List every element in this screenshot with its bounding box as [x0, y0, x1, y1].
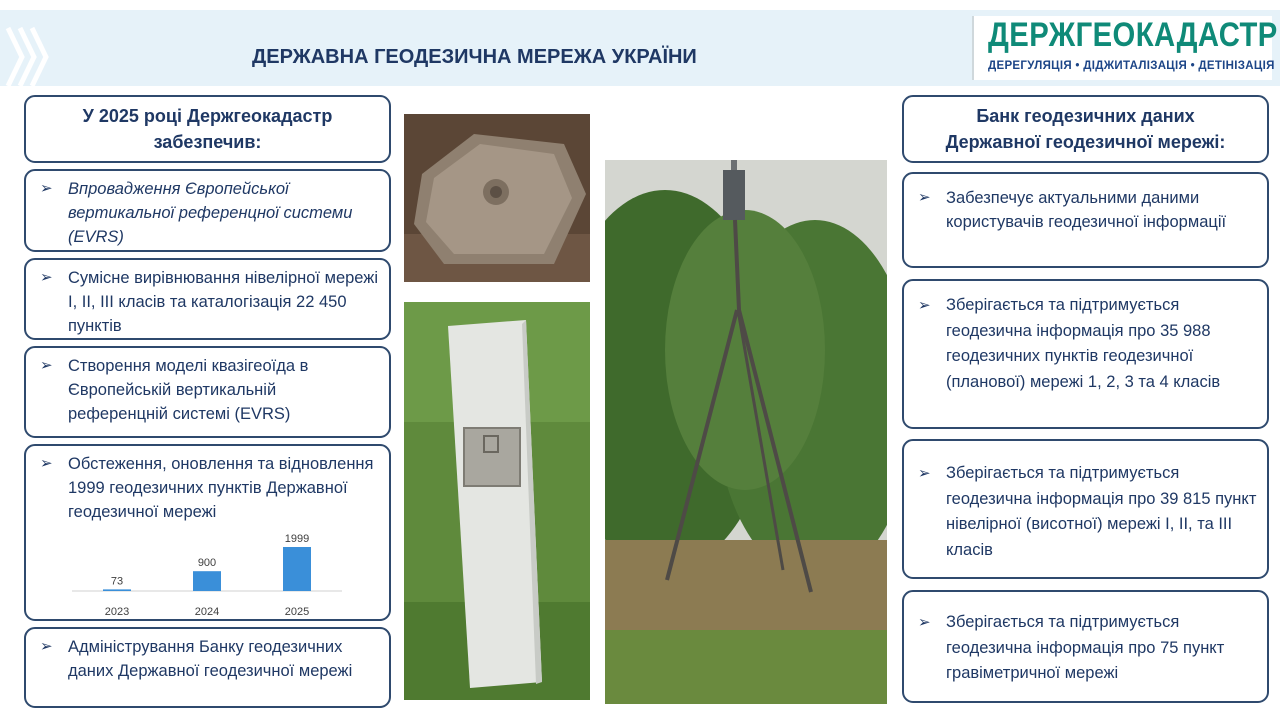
bullet-arrow-icon: ➢ [40, 357, 53, 374]
logo-name: ДЕРЖГЕОКАДАСТР [988, 16, 1278, 54]
right-item-users [902, 172, 1269, 268]
right-heading-box [902, 95, 1269, 163]
right-item-levelling-network [902, 439, 1269, 579]
chart-category-label-2023: 2023 [104, 606, 130, 618]
photo-concrete-marker [404, 302, 590, 700]
left-heading-box [24, 95, 391, 163]
right-heading-line2: Державної геодезичної мережі: [945, 132, 1226, 152]
list-item: ➢ Забезпечує актуальними даними користувачів геодезичної інформації [904, 174, 1267, 234]
chart-bar-2024 [193, 571, 221, 591]
right-item-gravimetric-network [902, 590, 1269, 703]
left-item-evrs [24, 169, 391, 252]
left-item-quasigeoid [24, 346, 391, 438]
photo-benchmark-stone [404, 114, 590, 282]
bullet-arrow-icon: ➢ [40, 180, 53, 197]
bullet-arrow-icon: ➢ [40, 638, 53, 655]
left-heading-line1: У 2025 році Держгеокадастр [82, 106, 333, 126]
left-heading-line2: забезпечив: [153, 132, 262, 152]
list-item: ➢ Адміністрування Банку геодезичних даних Державної геодезичної мережі [26, 629, 389, 683]
chart-bar-2025 [283, 547, 311, 591]
chart-bar-2023 [103, 589, 131, 591]
list-item: ➢ Впровадження Європейської вертикальної референцної системи (EVRS) [26, 171, 389, 249]
list-item: ➢ Зберігається та підтримується геодезична інформація про 75 пункт гравіметричної мережі [904, 592, 1267, 687]
list-item: ➢ Створення моделі квазігеоїда в Європейській вертикальній референцній системі (EVRS) [26, 348, 389, 426]
bullet-arrow-icon: ➢ [918, 189, 931, 206]
chart-value-label-2023: 73 [110, 575, 124, 588]
chart-value-label-2025: 1999 [284, 533, 310, 545]
logo-slogan: ДЕРЕГУЛЯЦІЯ • ДІДЖИТАЛІЗАЦІЯ • ДЕТІНІЗАЦІЯ [988, 60, 1275, 72]
bullet-arrow-icon: ➢ [918, 465, 931, 482]
list-item: ➢ Обстеження, оновлення та відновлення 1999 геодезичних пунктів Державної геодезичної мережі [26, 446, 389, 524]
left-item-adjustment [24, 258, 391, 340]
list-item: ➢ Сумісне вирівнювання нівелірної мережі І, ІІ, ІІІ класів та каталогізація 22 450 пунктів [26, 260, 389, 338]
list-item: ➢ Зберігається та підтримується геодезична інформація про 35 988 геодезичних пунктів геодезичної (планової) мережі 1, 2, 3 та 4 класів [904, 281, 1267, 395]
bullet-arrow-icon: ➢ [40, 455, 53, 472]
bullet-arrow-icon: ➢ [40, 269, 53, 286]
chart-category-label-2025: 2025 [284, 606, 310, 618]
slide-title: ДЕРЖАВНА ГЕОДЕЗИЧНА МЕРЕЖА УКРАЇНИ [252, 46, 697, 68]
bullet-arrow-icon: ➢ [918, 614, 931, 631]
chevron-decoration-icon [4, 24, 50, 90]
list-item: ➢ Зберігається та підтримується геодезична інформація про 39 815 пункт нівелірної (висотної) мережі І, ІІ, та ІІІ класів [904, 441, 1267, 563]
chart-value-label-2024: 900 [197, 557, 217, 570]
logo [972, 16, 1278, 80]
bullet-arrow-icon: ➢ [918, 297, 931, 314]
chart-category-label-2024: 2024 [194, 606, 220, 618]
points-restored-bar-chart [72, 528, 342, 618]
right-item-planar-network [902, 279, 1269, 429]
photo-geodetic-signal-tower [605, 160, 887, 704]
left-item-admin [24, 627, 391, 708]
right-heading-line1: Банк геодезичних даних [976, 106, 1195, 126]
